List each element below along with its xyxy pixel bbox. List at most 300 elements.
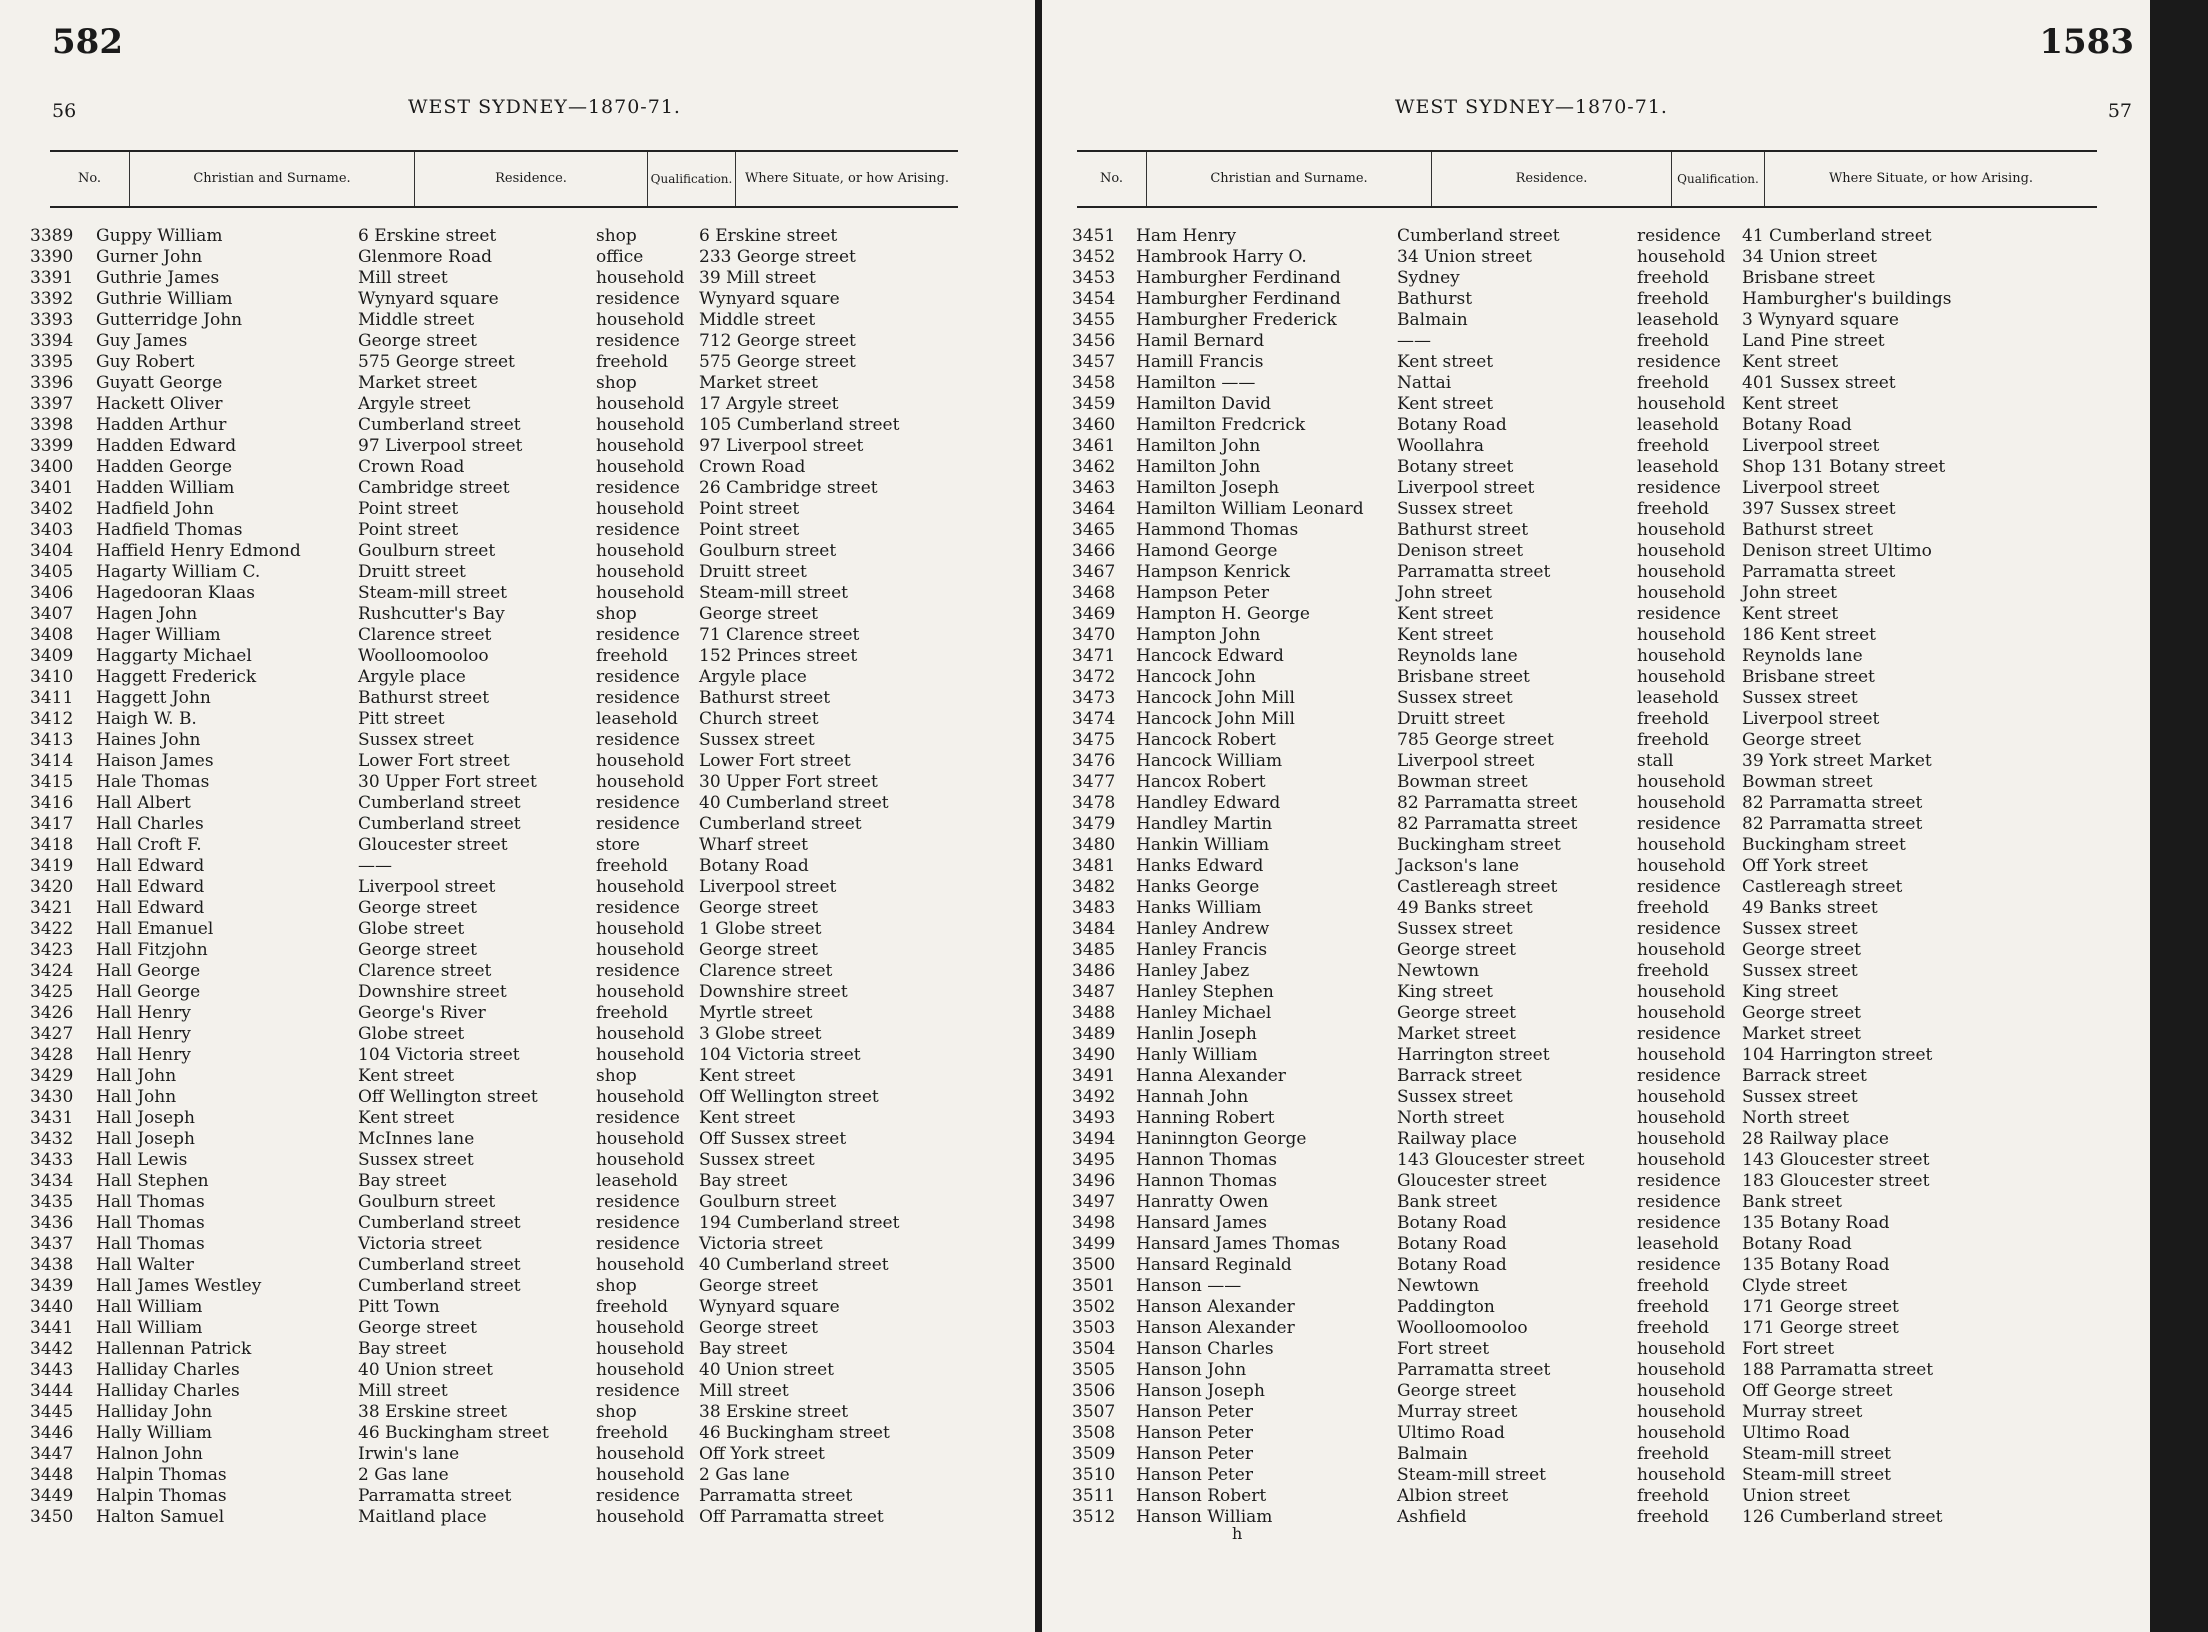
residence: Liverpool street (1397, 478, 1535, 498)
residence: Globe street (358, 919, 465, 939)
where-situate: 97 Liverpool street (699, 436, 864, 456)
entry-number: 3426 (30, 1003, 74, 1023)
entry-number: 3404 (30, 541, 74, 561)
entry-number: 3474 (1072, 709, 1116, 729)
where-situate: 104 Harrington street (1742, 1045, 1933, 1065)
voter-name: Guppy William (96, 226, 223, 246)
where-situate: Bay street (699, 1171, 788, 1191)
where-situate: Sussex street (1742, 1087, 1858, 1107)
qualification: household (596, 1444, 685, 1464)
where-situate: Argyle place (699, 667, 807, 687)
voter-name: Hall Fitzjohn (96, 940, 208, 960)
qualification: shop (596, 1276, 637, 1296)
where-situate: Downshire street (699, 982, 848, 1002)
qualification: household (596, 1150, 685, 1170)
qualification: household (596, 1129, 685, 1149)
entry-number: 3397 (30, 394, 74, 414)
residence: Sydney (1397, 268, 1460, 288)
residence: Botany street (1397, 457, 1514, 477)
entry-number: 3396 (30, 373, 74, 393)
header-name: Christian and Surname. (130, 152, 415, 206)
qualification: residence (1637, 877, 1721, 897)
qualification: household (1637, 1381, 1726, 1401)
qualification: household (596, 1045, 685, 1065)
residence: Ashfield (1397, 1507, 1467, 1527)
qualification: household (596, 1318, 685, 1338)
entry-number: 3466 (1072, 541, 1116, 561)
voter-name: Halpin Thomas (96, 1465, 227, 1485)
entry-number: 3481 (1072, 856, 1116, 876)
where-situate: Kent street (1742, 352, 1839, 372)
qualification: household (1637, 520, 1726, 540)
voter-name: Haison James (96, 751, 214, 771)
entry-number: 3475 (1072, 730, 1116, 750)
qualification: residence (596, 1213, 680, 1233)
qualification: shop (596, 1402, 637, 1422)
voter-name: Haggett John (96, 688, 211, 708)
where-situate: Market street (699, 373, 818, 393)
residence: Cumberland street (358, 793, 521, 813)
qualification: leasehold (1637, 688, 1719, 708)
residence: Botany Road (1397, 1213, 1507, 1233)
entry-number: 3511 (1072, 1486, 1116, 1506)
residence: 575 George street (358, 352, 515, 372)
residence: Fort street (1397, 1339, 1490, 1359)
where-situate: Hamburgher's buildings (1742, 289, 1952, 309)
residence: Cumberland street (358, 1213, 521, 1233)
voter-name: Gutterridge John (96, 310, 243, 330)
residence: Cumberland street (1397, 226, 1560, 246)
entry-number: 3468 (1072, 583, 1116, 603)
voter-name: Haggett Frederick (96, 667, 257, 687)
entry-number: 3413 (30, 730, 74, 750)
residence: Nattai (1397, 373, 1452, 393)
voter-name: Hansard James (1136, 1213, 1268, 1233)
where-situate: Land Pine street (1742, 331, 1885, 351)
entry-number: 3445 (30, 1402, 74, 1422)
qualification: residence (596, 688, 680, 708)
entry-number: 3495 (1072, 1150, 1116, 1170)
entry-number: 3406 (30, 583, 74, 603)
where-situate: 38 Erskine street (699, 1402, 849, 1422)
residence: Parramatta street (358, 1486, 512, 1506)
entry-number: 3457 (1072, 352, 1116, 372)
voter-name: Hagen John (96, 604, 198, 624)
voter-name: Hall Stephen (96, 1171, 209, 1191)
qualification: freehold (596, 646, 669, 666)
entry-number: 3441 (30, 1318, 74, 1338)
entry-number: 3508 (1072, 1423, 1116, 1443)
where-situate: Shop 131 Botany street (1742, 457, 1946, 477)
where-situate: 40 Cumberland street (699, 793, 889, 813)
qualification: residence (596, 625, 680, 645)
voter-name: Hannah John (1136, 1087, 1249, 1107)
qualification: household (1637, 667, 1726, 687)
qualification: household (596, 541, 685, 561)
where-situate: George street (1742, 1003, 1861, 1023)
entry-number: 3433 (30, 1150, 74, 1170)
residence: Railway place (1397, 1129, 1517, 1149)
qualification: household (596, 772, 685, 792)
where-situate: Steam-mill street (1742, 1465, 1892, 1485)
qualification: freehold (596, 1423, 669, 1443)
voter-name: Hanson Peter (1136, 1465, 1253, 1485)
qualification: freehold (1637, 1318, 1710, 1338)
qualification: freehold (1637, 268, 1710, 288)
where-situate: Parramatta street (1742, 562, 1896, 582)
voter-name: Hamilton David (1136, 394, 1272, 414)
entry-number: 3463 (1072, 478, 1116, 498)
voter-name: Hanley Michael (1136, 1003, 1272, 1023)
residence: Liverpool street (1397, 751, 1535, 771)
where-situate: 401 Sussex street (1742, 373, 1896, 393)
qualification: household (1637, 1045, 1726, 1065)
entry-number: 3504 (1072, 1339, 1116, 1359)
where-situate: 82 Parramatta street (1742, 793, 1923, 813)
where-situate: Bay street (699, 1339, 788, 1359)
where-situate: Goulburn street (699, 1192, 837, 1212)
residence: 40 Union street (358, 1360, 493, 1380)
voter-name: Haninngton George (1136, 1129, 1307, 1149)
entry-number: 3489 (1072, 1024, 1116, 1044)
qualification: household (596, 436, 685, 456)
voter-name: Hammond Thomas (1136, 520, 1299, 540)
entry-number: 3427 (30, 1024, 74, 1044)
residence: North street (1397, 1108, 1505, 1128)
residence: Balmain (1397, 310, 1468, 330)
where-situate: 104 Victoria street (699, 1045, 861, 1065)
header-where-situate: Where Situate, or how Arising. (744, 171, 950, 186)
residence: George street (1397, 1381, 1516, 1401)
residence: Point street (358, 520, 459, 540)
entry-number: 3409 (30, 646, 74, 666)
voter-name: Hamilton John (1136, 436, 1261, 456)
residence: 104 Victoria street (358, 1045, 520, 1065)
voter-name: Handley Edward (1136, 793, 1281, 813)
voter-name: Hanning Robert (1136, 1108, 1275, 1128)
residence: Bowman street (1397, 772, 1528, 792)
residence: Bank street (1397, 1192, 1497, 1212)
where-situate: Barrack street (1742, 1066, 1867, 1086)
where-situate: George street (1742, 940, 1861, 960)
where-situate: Off Parramatta street (699, 1507, 884, 1527)
entry-number: 3435 (30, 1192, 74, 1212)
where-situate: George street (699, 604, 818, 624)
residence: Woollahra (1397, 436, 1485, 456)
qualification: household (596, 1465, 685, 1485)
voter-name: Hankin William (1136, 835, 1270, 855)
where-situate: Liverpool street (1742, 478, 1880, 498)
entry-number: 3498 (1072, 1213, 1116, 1233)
voter-name: Handley Martin (1136, 814, 1273, 834)
where-situate: Church street (699, 709, 819, 729)
voter-name: Hadden Arthur (96, 415, 227, 435)
residence: Market street (1397, 1024, 1516, 1044)
entry-number: 3418 (30, 835, 74, 855)
entry-number: 3461 (1072, 436, 1116, 456)
qualification: residence (596, 667, 680, 687)
header-no: No. (50, 152, 130, 206)
residence: Argyle place (358, 667, 466, 687)
entry-number: 3439 (30, 1276, 74, 1296)
residence: McInnes lane (358, 1129, 475, 1149)
qualification: household (1637, 247, 1726, 267)
qualification: residence (596, 793, 680, 813)
page-number: 57 (2107, 100, 2132, 122)
residence: Goulburn street (358, 1192, 496, 1212)
residence: 34 Union street (1397, 247, 1532, 267)
where-situate: Parramatta street (699, 1486, 853, 1506)
voter-name: Hamil Bernard (1136, 331, 1265, 351)
residence: Point street (358, 499, 459, 519)
entry-number: 3471 (1072, 646, 1116, 666)
entry-number: 3419 (30, 856, 74, 876)
where-situate: Middle street (699, 310, 816, 330)
entry-number: 3486 (1072, 961, 1116, 981)
voter-name: Hanson John (1136, 1360, 1247, 1380)
where-situate: 233 George street (699, 247, 856, 267)
voter-name: Hanlin Joseph (1136, 1024, 1257, 1044)
where-situate: 17 Argyle street (699, 394, 839, 414)
qualification: household (1637, 1339, 1726, 1359)
qualification: residence (1637, 226, 1721, 246)
entry-number: 3505 (1072, 1360, 1116, 1380)
where-situate: 1 Globe street (699, 919, 822, 939)
residence: —— (358, 856, 392, 876)
voter-name: Hanks George (1136, 877, 1260, 897)
header-qualification: Qualification. (648, 152, 736, 206)
voter-name: Haggarty Michael (96, 646, 252, 666)
entry-number: 3390 (30, 247, 74, 267)
where-situate: Liverpool street (699, 877, 837, 897)
entry-number: 3425 (30, 982, 74, 1002)
residence: Kent street (1397, 352, 1494, 372)
entry-number: 3422 (30, 919, 74, 939)
residence: Lower Fort street (358, 751, 510, 771)
qualification: household (1637, 646, 1726, 666)
residence: Rushcutter's Bay (358, 604, 505, 624)
residence: Albion street (1397, 1486, 1509, 1506)
voter-name: Hancock Edward (1136, 646, 1284, 666)
entry-number: 3410 (30, 667, 74, 687)
voter-name: Hall Edward (96, 856, 205, 876)
where-situate: Steam-mill street (1742, 1444, 1892, 1464)
entry-number: 3429 (30, 1066, 74, 1086)
residence: Bathurst street (358, 688, 490, 708)
where-situate: Sussex street (699, 730, 815, 750)
voter-name: Hamilton William Leonard (1136, 499, 1364, 519)
where-situate: Wynyard square (699, 289, 840, 309)
qualification: freehold (1637, 373, 1710, 393)
residence: Paddington (1397, 1297, 1495, 1317)
entry-number: 3421 (30, 898, 74, 918)
where-situate: 126 Cumberland street (1742, 1507, 1943, 1527)
voter-name: Hanson Peter (1136, 1423, 1253, 1443)
qualification: residence (1637, 1192, 1721, 1212)
where-situate: Brisbane street (1742, 268, 1875, 288)
voter-name: Guy Robert (96, 352, 195, 372)
entry-number: 3408 (30, 625, 74, 645)
entry-number: 3453 (1072, 268, 1116, 288)
folio-number: 1583 (2039, 22, 2134, 62)
where-situate: Off George street (1742, 1381, 1893, 1401)
where-situate: 171 George street (1742, 1297, 1899, 1317)
where-situate: 135 Botany Road (1742, 1255, 1890, 1275)
voter-name: Hadden George (96, 457, 233, 477)
voter-name: Hanson William (1136, 1507, 1273, 1527)
voter-name: Guyatt George (96, 373, 223, 393)
qualification: shop (596, 604, 637, 624)
entry-number: 3449 (30, 1486, 74, 1506)
where-situate: Clarence street (699, 961, 833, 981)
voter-name: Hall Albert (96, 793, 191, 813)
qualification: residence (596, 1234, 680, 1254)
where-situate: 30 Upper Fort street (699, 772, 878, 792)
where-situate: Denison street Ultimo (1742, 541, 1932, 561)
voter-name: Hall Thomas (96, 1192, 205, 1212)
residence: Barrack street (1397, 1066, 1522, 1086)
qualification: household (1637, 835, 1726, 855)
qualification: leasehold (1637, 457, 1719, 477)
qualification: household (596, 1024, 685, 1044)
entry-number: 3479 (1072, 814, 1116, 834)
entry-number: 3393 (30, 310, 74, 330)
where-situate: Union street (1742, 1486, 1850, 1506)
where-situate: Off Wellington street (699, 1087, 879, 1107)
qualification: residence (1637, 1255, 1721, 1275)
where-situate: 82 Parramatta street (1742, 814, 1923, 834)
where-situate: Botany Road (699, 856, 809, 876)
voter-name: Hagarty William C. (96, 562, 261, 582)
signature-letter: h (1232, 1524, 1243, 1543)
voter-name: Hampson Peter (1136, 583, 1270, 603)
voter-name: Hamond George (1136, 541, 1278, 561)
qualification: household (596, 562, 685, 582)
where-situate: 3 Wynyard square (1742, 310, 1899, 330)
residence: 785 George street (1397, 730, 1554, 750)
entry-number: 3398 (30, 415, 74, 435)
residence: George's River (358, 1003, 486, 1023)
qualification: freehold (1637, 1297, 1710, 1317)
qualification: freehold (1637, 709, 1710, 729)
voter-name: Hall Charles (96, 814, 204, 834)
voter-name: Hale Thomas (96, 772, 210, 792)
qualification: household (596, 751, 685, 771)
voter-name: Hamill Francis (1136, 352, 1264, 372)
entry-number: 3407 (30, 604, 74, 624)
residence: Newtown (1397, 961, 1480, 981)
entry-number: 3392 (30, 289, 74, 309)
qualification: household (1637, 394, 1726, 414)
residence: 30 Upper Fort street (358, 772, 537, 792)
entry-number: 3485 (1072, 940, 1116, 960)
qualification: residence (596, 1381, 680, 1401)
residence: Cumberland street (358, 415, 521, 435)
residence: 38 Erskine street (358, 1402, 508, 1422)
qualification: residence (596, 1192, 680, 1212)
qualification: leasehold (596, 709, 678, 729)
running-title: WEST SYDNEY—1870-71. (408, 96, 681, 118)
residence: Clarence street (358, 961, 492, 981)
entry-number: 3458 (1072, 373, 1116, 393)
where-situate: Market street (1742, 1024, 1861, 1044)
voter-name: Haigh W. B. (96, 709, 197, 729)
where-situate: Off York street (699, 1444, 825, 1464)
voter-name: Hancock John Mill (1136, 709, 1295, 729)
residence: George street (358, 940, 477, 960)
table-header (1077, 150, 2097, 208)
qualification: household (1637, 1150, 1726, 1170)
voter-name: Haffield Henry Edmond (96, 541, 301, 561)
qualification: store (596, 835, 640, 855)
residence: 82 Parramatta street (1397, 814, 1578, 834)
where-situate: Point street (699, 499, 800, 519)
entry-number: 3403 (30, 520, 74, 540)
entry-number: 3460 (1072, 415, 1116, 435)
residence: Goulburn street (358, 541, 496, 561)
where-situate: George street (699, 1318, 818, 1338)
residence: Market street (358, 373, 477, 393)
qualification: residence (1637, 478, 1721, 498)
residence: Sussex street (1397, 688, 1513, 708)
entry-number: 3430 (30, 1087, 74, 1107)
where-situate: Wharf street (699, 835, 809, 855)
residence: Kent street (358, 1108, 455, 1128)
entry-number: 3434 (30, 1171, 74, 1191)
residence: John street (1397, 583, 1492, 603)
residence: Reynolds lane (1397, 646, 1518, 666)
where-situate: Clyde street (1742, 1276, 1848, 1296)
voter-name: Guthrie James (96, 268, 220, 288)
residence: Off Wellington street (358, 1087, 538, 1107)
residence: Cumberland street (358, 1255, 521, 1275)
voter-name: Hannon Thomas (1136, 1150, 1277, 1170)
entry-number: 3450 (30, 1507, 74, 1527)
entry-number: 3452 (1072, 247, 1116, 267)
qualification: leasehold (1637, 1234, 1719, 1254)
qualification: freehold (1637, 499, 1710, 519)
qualification: household (1637, 541, 1726, 561)
where-situate: Bathurst street (699, 688, 831, 708)
qualification: residence (1637, 1213, 1721, 1233)
qualification: household (1637, 1003, 1726, 1023)
voter-name: Hancock John (1136, 667, 1256, 687)
entry-number: 3416 (30, 793, 74, 813)
voter-name: Hall Thomas (96, 1234, 205, 1254)
qualification: household (596, 1507, 685, 1527)
entry-number: 3465 (1072, 520, 1116, 540)
voter-name: Hampson Kenrick (1136, 562, 1290, 582)
voter-name: Hanratty Owen (1136, 1192, 1269, 1212)
residence: Kent street (1397, 604, 1494, 624)
where-situate: North street (1742, 1108, 1850, 1128)
where-situate: 105 Cumberland street (699, 415, 900, 435)
qualification: household (1637, 1360, 1726, 1380)
residence: Cambridge street (358, 478, 510, 498)
voter-name: Hancock William (1136, 751, 1283, 771)
voter-name: Haines John (96, 730, 201, 750)
residence: George street (358, 331, 477, 351)
where-situate: Wynyard square (699, 1297, 840, 1317)
voter-name: Hanson Robert (1136, 1486, 1267, 1506)
residence: Parramatta street (1397, 1360, 1551, 1380)
qualification: household (1637, 1087, 1726, 1107)
where-situate: George street (699, 940, 818, 960)
qualification: freehold (1637, 961, 1710, 981)
where-situate: George street (699, 898, 818, 918)
residence: —— (1397, 331, 1431, 351)
qualification: household (596, 877, 685, 897)
